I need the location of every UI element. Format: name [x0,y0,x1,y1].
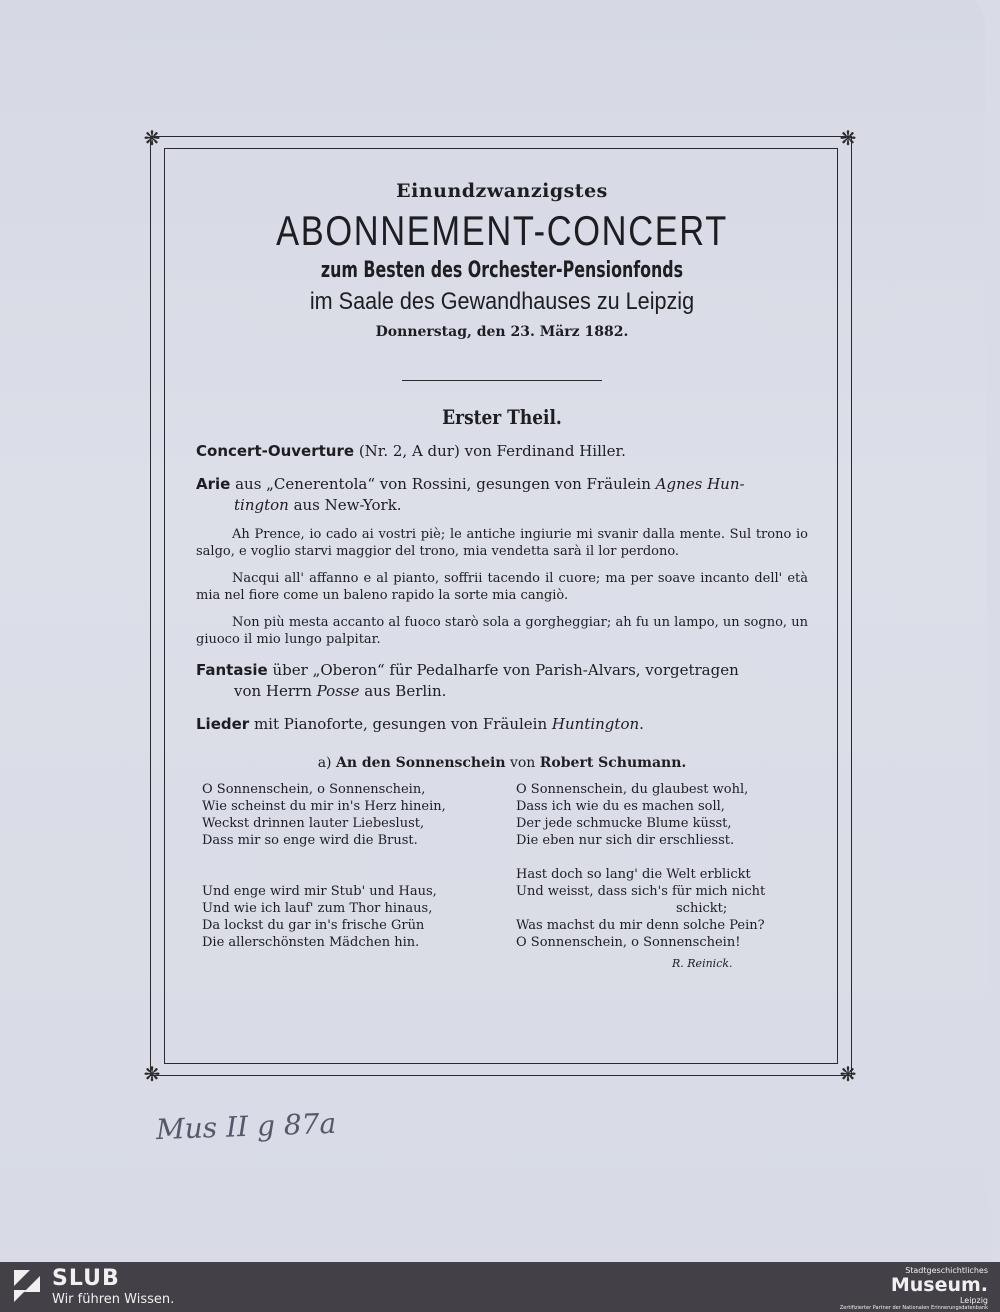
corner-ornament-icon: ❋ [143,126,161,150]
poem-line: Da lockst du gar in's frische Grün [202,918,425,933]
program-item-overture: Concert-Ouverture (Nr. 2, A dur) von Ferdinand Hiller. [196,442,626,460]
poem-line: schickt; [676,901,728,916]
poem-line: Der jede schmucke Blume küsst, [516,816,732,831]
corner-ornament-icon: ❋ [839,126,857,150]
poem-line: O Sonnenschein, du glaubest wohl, [516,782,749,797]
poem-line: Und wie ich lauf' zum Thor hinaus, [202,901,433,916]
museum-label-pre: Stadtgeschichtliches [905,1266,988,1275]
handwritten-shelfmark: Mus II g 87a [155,1106,337,1147]
aria-text-paragraph: Nacqui all' affanno e al pianto, soffrii tacendo il cuore; ma per soave incanto dell' età mia nel fiore come un baleno rapido la sorte mia cangiò. [196,571,808,603]
song-title: a) An den Sonnenschein von Robert Schumann. [317,755,687,771]
corner-ornament-icon: ❋ [839,1062,857,1086]
poem-line: Dass ich wie du es machen soll, [516,799,725,814]
part-heading: Erster Theil. [442,405,562,429]
poem-line: Und weisst, dass sich's für mich nicht [516,884,766,899]
poem-line: Wie scheinst du mir in's Herz hinein, [202,799,446,814]
program-item-arie: Arie aus „Cenerentola“ von Rossini, gesungen von Fräulein Agnes Hun- tington aus New-York. [196,475,745,514]
poem-left-column [202,781,492,951]
poem-line: O Sonnenschein, o Sonnenschein, [202,782,426,797]
museum-city: Leipzig [959,1296,988,1305]
poem-line: Hast doch so lang' die Welt erblickt [516,867,751,882]
poem-line: O Sonnenschein, o Sonnenschein! [516,935,741,950]
corner-ornament-icon: ❋ [143,1062,161,1086]
concert-ordinal: Einundzwanzigstes [396,180,608,202]
aria-text-paragraph: Non più mesta accanto al fuoco starò sola a gorgheggiar; ah fu un lampo, un sogno, un giuoco il mio lungo palpitar. [196,615,808,647]
poem-line: Weckst drinnen lauter Liebeslust, [202,816,425,831]
concert-date: Donnerstag, den 23. März 1882. [375,324,629,340]
concert-title: ABONNEMENT-CONCERT [276,207,728,254]
slub-logo-icon [12,1270,42,1304]
poem-right-column [516,781,806,951]
divider [402,380,602,381]
poem-line: Was machst du mir denn solche Pein? [516,918,765,933]
poster-content [196,176,808,970]
slub-tagline: Wir führen Wissen. [52,1292,175,1307]
program-item-fantasie: Fantasie über „Oberon“ für Pedalharfe von Parish-Alvars, vorgetragen von Herrn Posse aus Berlin. [196,661,739,700]
poem-line: Die allerschönsten Mädchen hin. [202,935,420,950]
poem [196,781,808,970]
benefit-line: zum Besten des Orchester-Pensionfonds [320,258,684,283]
footer-bar [0,1262,1000,1312]
poem-line: Und enge wird mir Stub' und Haus, [202,884,437,899]
museum-logo[interactable]: Museum. [890,1274,988,1296]
slub-brand[interactable]: SLUB [52,1266,120,1291]
museum-partner-note: Zertifizierter Partner der Nationalen Erinnerungsdatenbank [839,1305,988,1311]
aria-text-paragraph: Ah Prence, io cado ai vostri piè; le antiche ingiurie mi svanir dalla mente. Sul trono io salgo, e voglio starvi maggior del trono, mia vendetta sarà il lor perdono. [196,527,808,559]
poem-author: R. Reinick. [672,957,733,970]
venue-line: im Saale des Gewandhauses zu Leipzig [309,288,695,315]
poem-line: Die eben nur sich dir erschliesst. [516,833,735,848]
poem-line: Dass mir so enge wird die Brust. [202,833,418,848]
program-item-lieder: Lieder mit Pianoforte, gesungen von Fräulein Huntington. [196,715,644,733]
